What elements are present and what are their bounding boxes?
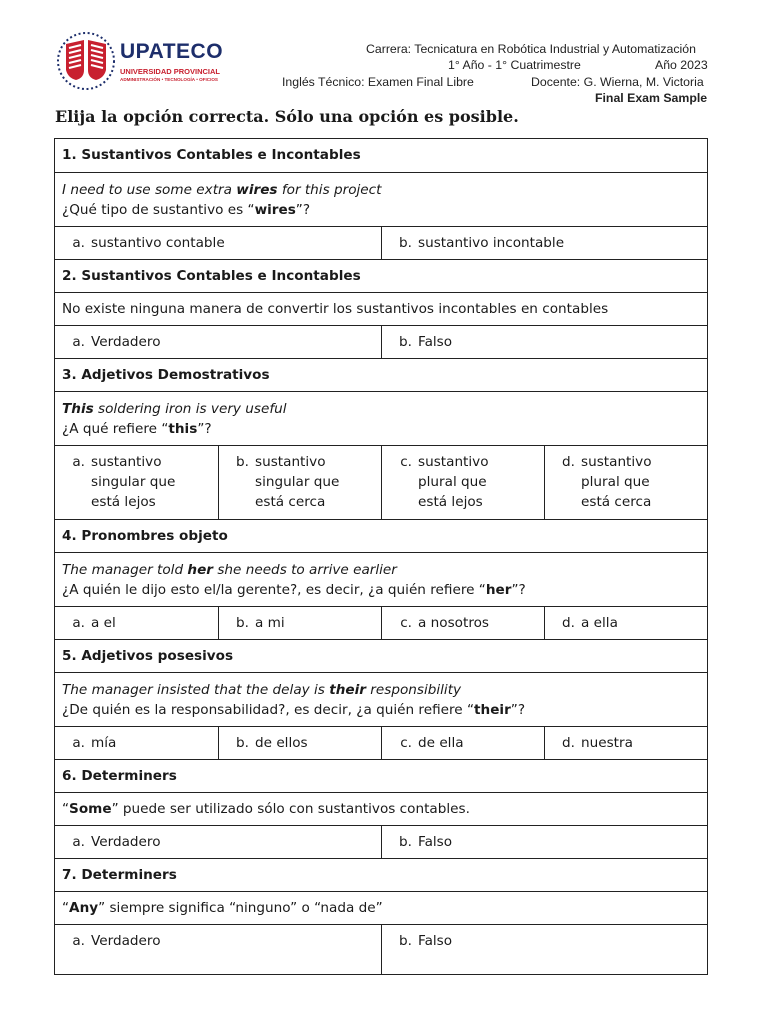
teachers-label: Docente: G. Wierna, M. Victoria bbox=[531, 75, 704, 89]
question-7-options bbox=[55, 924, 707, 974]
question-7-title: 7. Determiners bbox=[55, 858, 707, 891]
question-2-option-b[interactable]: b. Falso bbox=[381, 326, 707, 358]
question-1-option-a[interactable]: a. sustantivo contable bbox=[72, 235, 225, 251]
question-6-title: 6. Determiners bbox=[55, 759, 707, 792]
question-2-option-a[interactable]: a. Verdadero bbox=[72, 334, 161, 350]
question-6-prompt: “Some” puede ser utilizado sólo con sustantivos contables. bbox=[55, 792, 707, 825]
subject-label: Inglés Técnico: Examen Final Libre bbox=[282, 75, 474, 89]
question-1-title: 1. Sustantivos Contables e Incontables bbox=[62, 147, 361, 163]
question-4-title: 4. Pronombres objeto bbox=[55, 519, 707, 552]
question-7-option-a[interactable]: a. Verdadero bbox=[72, 933, 161, 949]
question-3-title: 3. Adjetivos Demostrativos bbox=[55, 358, 707, 391]
question-3-prompt: This soldering iron is very useful ¿A qué refiere “this”? bbox=[55, 391, 707, 445]
question-7-option-b[interactable]: b. Falso bbox=[381, 925, 707, 974]
question-3-option-a[interactable]: a. sustantivo singular que está lejos bbox=[72, 454, 176, 510]
year-term-label: 1° Año - 1° Cuatrimestre bbox=[448, 58, 581, 72]
logo-university-name: UNIVERSIDAD PROVINCIAL bbox=[120, 67, 221, 76]
question-5-prompt: The manager insisted that the delay is their responsibility ¿De quién es la responsabilidad?, es decir, ¿a quién refiere “their”? bbox=[55, 672, 707, 726]
question-5-option-d[interactable]: d. nuestra bbox=[544, 727, 707, 759]
question-3-option-b[interactable]: b. sustantivo singular que está cerca bbox=[218, 446, 381, 519]
instruction-heading: Elija la opción correcta. Sólo una opción es posible. bbox=[55, 107, 519, 126]
question-6-options bbox=[55, 825, 707, 858]
university-emblem-icon bbox=[56, 30, 116, 92]
question-1-prompt: I need to use some extra wires for this project ¿Qué tipo de sustantivo es “wires”? bbox=[55, 172, 707, 226]
question-5-options bbox=[55, 726, 707, 759]
question-5-option-c[interactable]: c. de ella bbox=[381, 727, 544, 759]
career-label: Carrera: Tecnicatura en Robótica Industrial y Automatización bbox=[366, 42, 696, 56]
question-2-prompt: No existe ninguna manera de convertir los sustantivos incontables en contables bbox=[55, 292, 707, 325]
upateco-logo bbox=[56, 30, 224, 92]
exam-table bbox=[54, 138, 708, 975]
question-3-options bbox=[55, 445, 707, 519]
question-4-option-c[interactable]: c. a nosotros bbox=[381, 607, 544, 639]
question-6-option-a[interactable]: a. Verdadero bbox=[72, 834, 161, 850]
year-label: Año 2023 bbox=[655, 58, 708, 72]
question-1-options bbox=[55, 226, 707, 259]
logo-wordmark: UPATECO bbox=[120, 40, 224, 63]
question-4-option-a[interactable]: a. a el bbox=[72, 615, 116, 631]
question-4-options bbox=[55, 606, 707, 639]
question-5-option-a[interactable]: a. mía bbox=[72, 735, 117, 751]
question-7-prompt: “Any” siempre significa “ninguno” o “nada de” bbox=[55, 891, 707, 924]
question-2-options bbox=[55, 325, 707, 358]
question-3-option-d[interactable]: d. sustantivo plural que está cerca bbox=[544, 446, 707, 519]
question-4-option-b[interactable]: b. a mi bbox=[218, 607, 381, 639]
question-4-prompt: The manager told her she needs to arrive earlier ¿A quién le dijo esto el/la gerente?, es decir, ¿a quién refiere “her”? bbox=[55, 552, 707, 606]
final-exam-sample-label: Final Exam Sample bbox=[595, 91, 708, 105]
question-5-title: 5. Adjetivos posesivos bbox=[55, 639, 707, 672]
question-6-option-b[interactable]: b. Falso bbox=[381, 826, 707, 858]
question-2-title: 2. Sustantivos Contables e Incontables bbox=[55, 259, 707, 292]
question-3-option-c[interactable]: c. sustantivo plural que está lejos bbox=[381, 446, 544, 519]
question-4-option-d[interactable]: d. a ella bbox=[544, 607, 707, 639]
question-5-option-b[interactable]: b. de ellos bbox=[218, 727, 381, 759]
question-1-option-b[interactable]: b. sustantivo incontable bbox=[381, 227, 707, 259]
logo-tagline: ADMINISTRACIÓN • TECNOLOGÍA • OFICIOS bbox=[120, 77, 218, 82]
